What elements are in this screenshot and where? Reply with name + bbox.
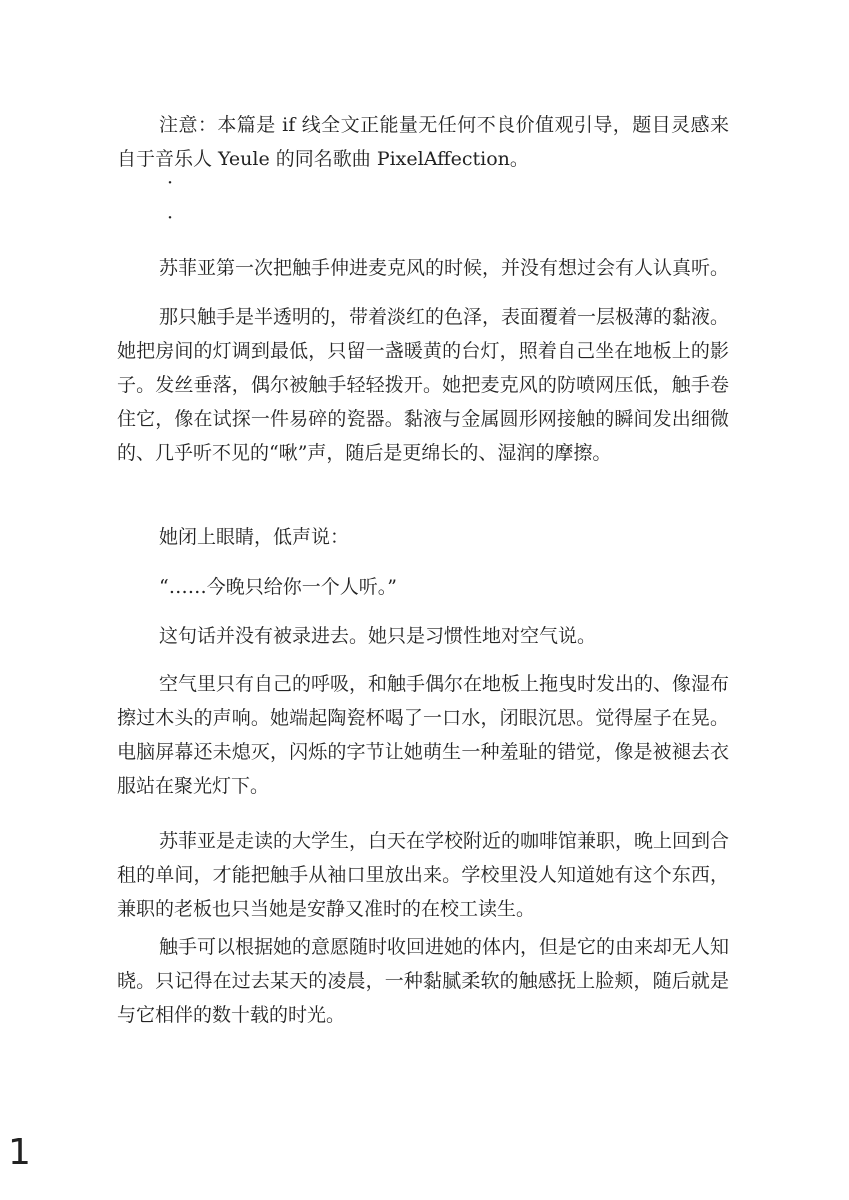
body-paragraph: 苏菲亚是走读的大学生，白天在学校附近的咖啡馆兼职，晚上回到合租的单间，才能把触手从袖口里放出来。学校里没人知道她有这个东西，兼职的老板也只当她是安静又准时的在校工读生。 [117,830,730,920]
notice-paragraph: 注意：本篇是 if 线全文正能量无任何不良价值观引导，题目灵感来自于音乐人 Yeule 的同名歌曲 PixelAffection。 [117,114,729,170]
body-paragraph: 触手可以根据她的意愿随时收回进她的体内，但是它的由来却无人知晓。只记得在过去某天的凌晨，一种黏腻柔软的触感抚上脸颊，随后就是与它相伴的数十载的时光。 [117,936,730,1026]
body-paragraph: 苏菲亚第一次把触手伸进麦克风的时候，并没有想过会有人认真听。 [159,257,730,279]
body-paragraph: 那只触手是半透明的，带着淡红的色泽，表面覆着一层极薄的黏液。她把房间的灯调到最低，只留一盏暖黄的台灯，照着自己坐在地板上的影子。发丝垂落，偶尔被触手轻轻拨开。她把麦克风的防喷网压低，触手卷住它，像在试探一件易碎的瓷器。黏液与金属圆形网接触的瞬间发出细微的、几乎听不见的“啾”声，随后是更绵长的、湿润的摩擦。 [117,306,730,464]
body-paragraph: 她闭上眼睛，低声说： [159,526,350,548]
page-number: 1 [8,1132,31,1173]
body-paragraph: “……今晚只给你一个人听。” [159,576,397,598]
body-paragraph: 这句话并没有被录进去。她只是习惯性地对空气说。 [159,625,597,647]
body-paragraph: 空气里只有自己的呼吸，和触手偶尔在地板上拖曳时发出的、像湿布擦过木头的声响。她端起陶瓷杯喝了一口水，闭眼沉思。觉得屋子在晃。电脑屏幕还未熄灭，闪烁的字节让她萌生一种羞耻的错觉，像是被褪去衣服站在聚光灯下。 [117,673,730,797]
separator-dot: · [167,207,174,229]
separator-dot: · [167,172,174,194]
